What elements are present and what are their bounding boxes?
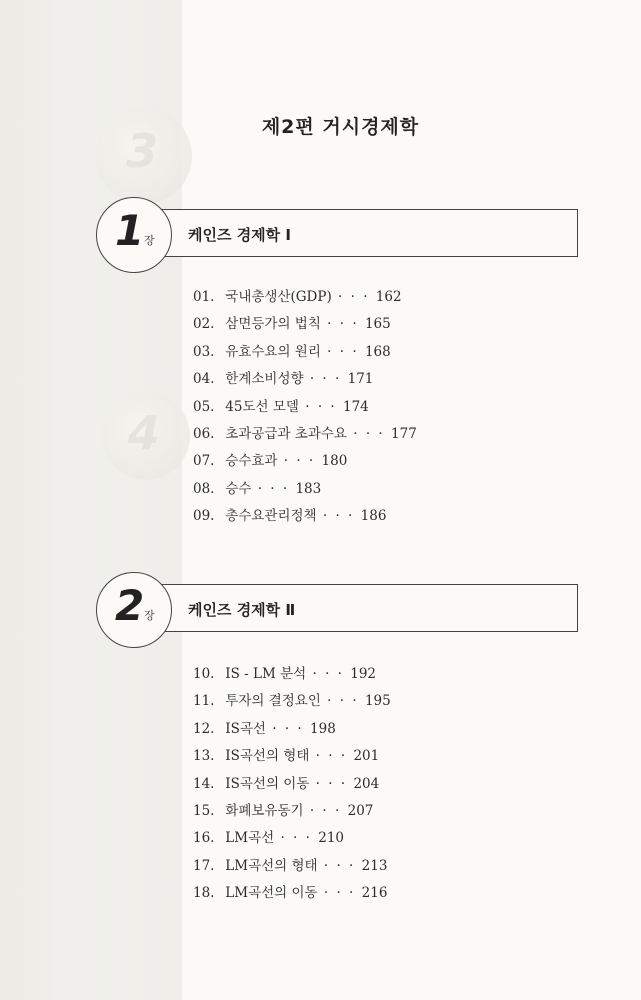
toc-entry-title: 승수효과 (225, 453, 278, 470)
toc-leader-dots: · · · (283, 453, 316, 470)
chapter-title: 케인즈 경제학 Ⅱ (188, 601, 296, 619)
faded-chapter-3-mark: 3 (96, 108, 192, 204)
toc-entry[interactable] (193, 503, 417, 530)
toc-entry-page: 201 (353, 748, 380, 765)
toc-entry[interactable] (193, 853, 391, 880)
toc-entry-title: LM곡선 (225, 830, 275, 847)
toc-entry-title: LM곡선의 형태 (225, 857, 318, 874)
toc-entry[interactable] (193, 825, 391, 852)
toc-entry-number: 18. (193, 885, 215, 902)
toc-entry-page: 180 (321, 453, 348, 470)
toc-entry[interactable] (193, 880, 391, 907)
toc-leader-dots: · · · (327, 316, 359, 333)
chapter-number-circle (96, 197, 172, 273)
toc-entry-number: 05. (193, 398, 215, 415)
toc-entry-number: 17. (193, 857, 215, 874)
toc-entry-page: 204 (353, 775, 380, 792)
toc-entry-title: 한계소비성향 (225, 371, 304, 388)
chapter-number: 1 (115, 206, 145, 255)
toc-entry-page: 165 (364, 316, 391, 333)
toc-entry-title: 유효수요의 원리 (225, 343, 321, 360)
toc-entry[interactable] (193, 661, 391, 688)
chapter-number: 2 (115, 581, 145, 630)
toc-entry[interactable] (193, 771, 391, 798)
faded-chapter-4-mark: 4 (102, 392, 190, 480)
toc-entry-page: 207 (347, 802, 374, 819)
toc-entry-title: IS곡선의 이동 (225, 775, 310, 792)
toc-entry-title: 화폐보유동기 (225, 802, 304, 819)
toc-entry[interactable] (193, 798, 391, 825)
toc-entry-title: 총수요관리정책 (225, 508, 317, 525)
toc-entry-number: 01. (193, 289, 215, 305)
toc-entry-title: IS곡선 (225, 720, 266, 737)
toc-entry-page: 168 (364, 343, 391, 360)
chapter-number-circle (96, 572, 172, 648)
toc-entry[interactable] (193, 688, 391, 715)
toc-leader-dots: · · · (309, 371, 342, 388)
toc-entry-number: 09. (193, 508, 215, 525)
toc-entry-page: 210 (318, 830, 345, 847)
toc-entry-number: 16. (193, 830, 215, 847)
toc-leader-dots: · · · (315, 748, 348, 765)
toc-leader-dots: · · · (280, 830, 312, 847)
toc-entry-number: 12. (193, 720, 215, 737)
toc-entry-page: 213 (361, 857, 388, 874)
toc-entry-title: 45도선 모델 (225, 398, 299, 415)
toc-entry[interactable] (193, 284, 417, 311)
toc-entry[interactable] (193, 339, 417, 366)
toc-entry-page: 162 (375, 289, 402, 305)
toc-entry-number: 07. (193, 453, 215, 470)
toc-entry[interactable] (193, 366, 417, 393)
toc-leader-dots: · · · (257, 480, 290, 497)
toc-leader-dots: · · · (312, 666, 344, 682)
toc-entry-title: 승수 (225, 480, 252, 497)
toc-entry-number: 11. (193, 693, 215, 710)
toc-entry-page: 198 (310, 720, 336, 737)
toc-entry-number: 14. (193, 775, 215, 792)
toc-leader-dots: · · · (305, 398, 337, 415)
toc-entry-page: 177 (391, 425, 417, 442)
toc-entry-page: 216 (361, 885, 388, 902)
toc-entry-page: 183 (295, 480, 322, 497)
toc-leader-dots: · · · (315, 775, 348, 792)
toc-leader-dots: · · · (323, 857, 356, 874)
toc-leader-dots: · · · (327, 343, 359, 360)
chapter-title: 케인즈 경제학 Ⅰ (188, 226, 291, 244)
toc-entry[interactable] (193, 716, 391, 743)
toc-entry-number: 15. (193, 802, 215, 819)
chapter-unit: 장 (144, 609, 155, 622)
toc-entry-page: 171 (347, 371, 374, 388)
toc-leader-dots: · · · (309, 802, 342, 819)
toc-entry[interactable] (193, 311, 417, 338)
toc-entry[interactable] (193, 394, 417, 421)
toc-entry-number: 10. (193, 666, 215, 682)
toc-entry-number: 04. (193, 371, 215, 388)
toc-entry-title: 투자의 결정요인 (225, 693, 321, 710)
chapter-1-toc (193, 284, 417, 531)
toc-leader-dots: · · · (322, 508, 355, 525)
toc-entry-number: 06. (193, 425, 215, 442)
toc-leader-dots: · · · (353, 425, 385, 442)
toc-entry-title: 국내총생산(GDP) (225, 289, 332, 305)
toc-entry-title: 초과공급과 초과수요 (225, 425, 347, 442)
toc-entry-title: 삼면등가의 법칙 (225, 316, 321, 333)
toc-leader-dots: · · · (272, 720, 304, 737)
chapter-2-toc (193, 661, 391, 908)
toc-entry-number: 13. (193, 748, 215, 765)
toc-entry-page: 186 (360, 508, 387, 525)
toc-entry[interactable] (193, 476, 417, 503)
toc-entry-number: 08. (193, 480, 215, 497)
chapter-2-header (96, 572, 578, 650)
toc-leader-dots: · · · (338, 289, 370, 305)
toc-entry-title: LM곡선의 이동 (225, 885, 318, 902)
toc-entry-number: 02. (193, 316, 215, 333)
toc-entry[interactable] (193, 448, 417, 475)
toc-entry-title: IS - LM 분석 (225, 666, 307, 682)
toc-entry-number: 03. (193, 343, 215, 360)
chapter-unit: 장 (144, 234, 155, 247)
toc-entry-title: IS곡선의 형태 (225, 748, 310, 765)
toc-entry[interactable] (193, 421, 417, 448)
toc-entry-page: 195 (364, 693, 391, 710)
toc-leader-dots: · · · (327, 693, 359, 710)
toc-entry-page: 192 (350, 666, 377, 682)
toc-entry-page: 174 (343, 398, 369, 415)
chapter-1-header (96, 197, 578, 275)
toc-leader-dots: · · · (323, 885, 356, 902)
page-title: 제2편 거시경제학 (261, 116, 420, 138)
toc-entry[interactable] (193, 743, 391, 770)
